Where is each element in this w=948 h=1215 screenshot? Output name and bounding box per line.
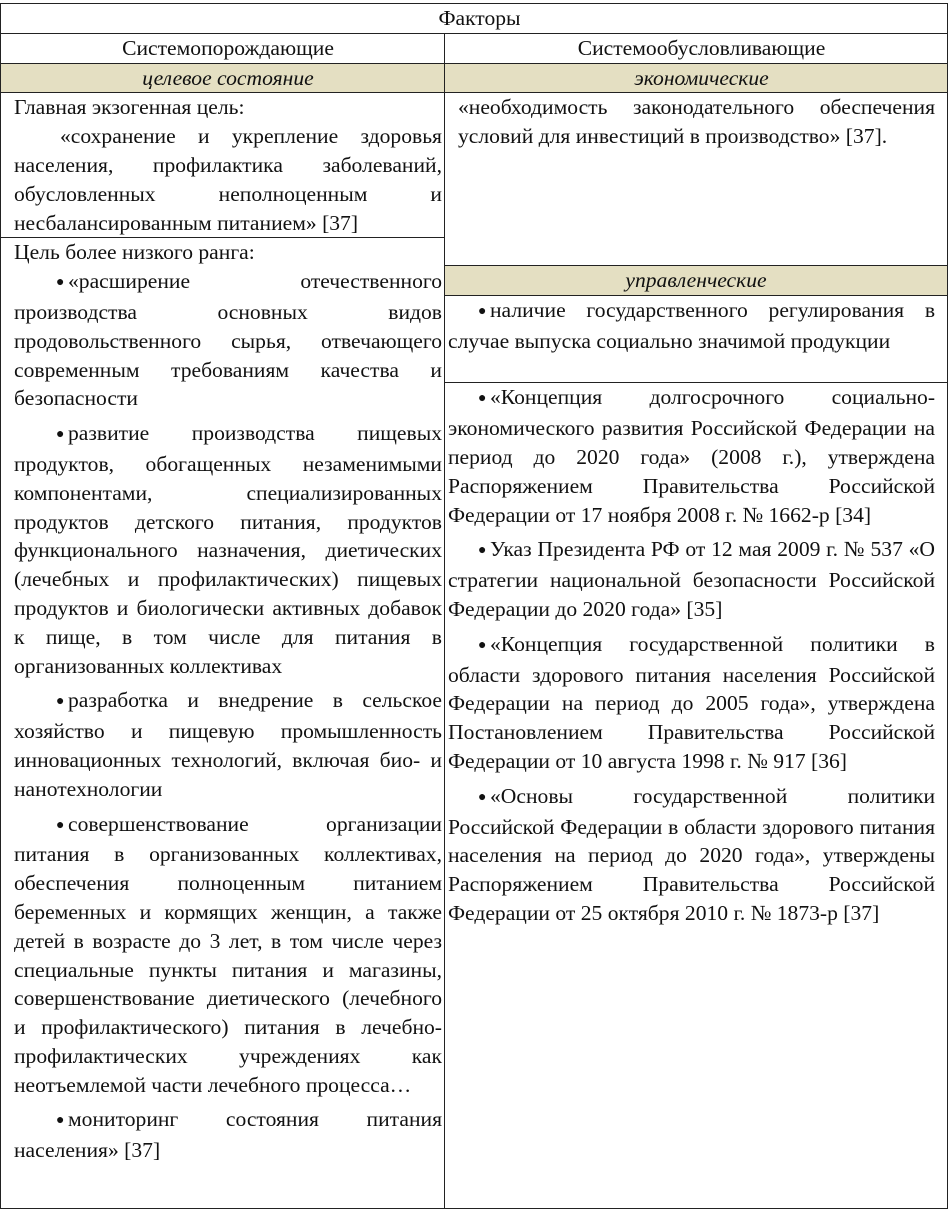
column-header-right: Системообусловливающие xyxy=(445,33,948,63)
document-item-text: «Концепция долгосрочного социально-экономического развития Российской Федерации на период до 2020 года» (2008 г.), утверждена Распоряжением Правительства Российской Федерации от 17 ноября 2008 г. № 1662-р [34] xyxy=(448,385,936,527)
bullet-dot-icon: ● xyxy=(56,694,65,710)
goal-item xyxy=(14,686,442,803)
bullet-dot-icon: ● xyxy=(478,543,487,559)
goal-item-text: развитие производства пищевых продуктов, обогащенных незаменимыми компонентами, специализированных продуктов детского питания, продуктов функционального назначения, диетических (лечебных и профилактических) пищевых продуктов и биологически активных добавок к пище, в том числе для питания в организованных коллективах xyxy=(14,421,442,678)
goal-item xyxy=(14,267,442,413)
sub-goal-label: Цель более низкого ранга: xyxy=(14,240,255,265)
document-item xyxy=(448,535,935,623)
document-item-text: «Основы государственной политики Российской Федерации в области здорового питания населения на период до 2020 года», утверждены Распоряжением Правительства Российской Федерации от 25 октября 2010 г. № 1873-р [37] xyxy=(448,783,936,925)
bullet-dot-icon: ● xyxy=(478,304,487,320)
document-item-text: «Концепция государственной политики в области здорового питания населения Российской Федерации на период до 2005 года», утверждена Постановлением Правительства Российской Федерации от 10 августа 1998 г. № 917 [36] xyxy=(448,631,936,773)
bullet-dot-icon: ● xyxy=(478,789,487,805)
goal-item xyxy=(14,810,442,1100)
documents-cell xyxy=(445,383,947,927)
main-goal-label: Главная экзогенная цель: xyxy=(14,95,245,120)
column-header-row xyxy=(1,33,948,63)
goal-item xyxy=(14,1105,442,1165)
goal-item-text: «расширение отечественного производства основных видов продовольственного сырья, отвечающего современным требованиям качества и безопасности xyxy=(14,269,442,411)
category-row xyxy=(1,63,948,93)
main-goal-text: «сохранение и укрепление здоровья населения, профилактика заболеваний, обусловленных неполноценным и несбалансированным питанием» [37] xyxy=(14,124,442,235)
economic-cell xyxy=(445,93,947,265)
bullet-dot-icon: ● xyxy=(478,391,487,407)
management-cell xyxy=(445,296,947,383)
table-title: Факторы xyxy=(1,4,948,34)
category-economic: экономические xyxy=(445,63,948,93)
document-item xyxy=(448,782,935,928)
management-item-text: наличие государственного регулирования в случае выпуска социально значимой продукции xyxy=(448,298,936,354)
category-management-label: управленческие xyxy=(625,268,767,293)
category-management xyxy=(445,265,947,296)
goal-item xyxy=(14,419,442,680)
bullet-dot-icon: ● xyxy=(56,1113,65,1129)
management-item xyxy=(448,296,935,356)
goal-item-text: разработка и внедрение в сельское хозяйство и пищевую промышленность инновационных технологий, включая био- и нанотехнологии xyxy=(14,688,442,801)
table-title-row xyxy=(1,4,948,34)
sub-goal-cell xyxy=(1,238,445,1209)
bullet-dot-icon: ● xyxy=(56,817,65,833)
content-row-1 xyxy=(1,93,948,238)
goal-item-text: мониторинг состояния питания населения» [37] xyxy=(14,1107,442,1163)
goal-item-text: совершенствование организации питания в организованных коллективах, обеспечения полноценным питанием беременных и кормящих женщин, а также детей в возрасте до 3 лет, в том числе через специальные пункты питания и магазины, совершенствование диетического (лечебного и профилактического) питания в лечебно-профилактических учреждениях как неотъемлемой части лечебного процесса… xyxy=(14,811,442,1097)
category-target-state: целевое состояние xyxy=(1,63,445,93)
document-item-text: Указ Президента РФ от 12 мая 2009 г. № 537 «О стратегии национальной безопасности Российской Федерации до 2020 года» [35] xyxy=(448,537,936,621)
document-item xyxy=(448,630,935,776)
bullet-dot-icon: ● xyxy=(56,427,65,443)
economic-text: «необходимость законодательного обеспечения условий для инвестиций в производство» [37]. xyxy=(458,95,936,149)
bullet-dot-icon: ● xyxy=(478,637,487,653)
document-item xyxy=(448,383,935,529)
factors-table xyxy=(0,3,948,1209)
main-goal-cell xyxy=(1,93,445,238)
right-content-cell xyxy=(445,93,948,1209)
column-header-left: Системопорождающие xyxy=(1,33,445,63)
bullet-dot-icon: ● xyxy=(56,275,65,291)
